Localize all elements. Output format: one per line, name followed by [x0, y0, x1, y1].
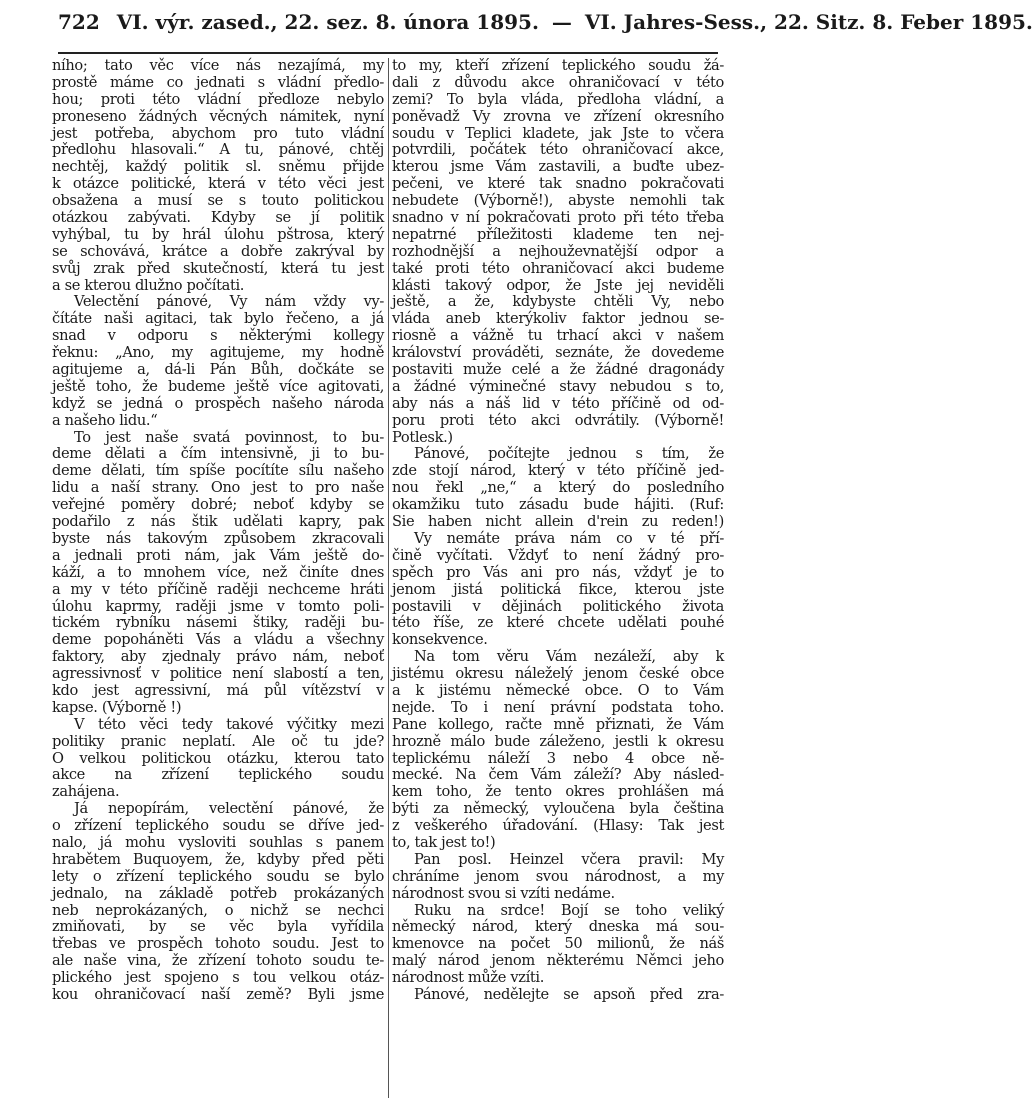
text-line: chráníme jenom svou národnost, a my [392, 867, 724, 885]
text-line: když se jedná o prospěch našeho národa [52, 394, 384, 412]
text-line: a my v této příčině raději nechceme hráti [52, 580, 384, 598]
header-right-text: VI. Jahres-Sess., 22. Sitz. 8. Feber 1895. [584, 10, 1033, 34]
text-line: prostě máme co jednati s vládní předlo- [52, 73, 384, 91]
text-line: Vy nemáte práva nám co v té pří- [414, 529, 724, 547]
text-line: jistému okresu náleželý jenom české obce [392, 665, 724, 683]
text-line: této říše, ze které chcete udělati pouhé [392, 614, 724, 632]
text-line: jest potřeba, abychom pro tuto vládní [52, 124, 384, 142]
text-line: káží, a to mnohem více, než činíte dnes [52, 563, 384, 581]
text-line: riosně a vážně tu trhací akci v našem [392, 327, 724, 345]
text-line: poněvadž Vy zrovna ve zřízení okresního [392, 107, 724, 125]
text-line: kou ohraničovací naší země? Byli jsme [52, 985, 384, 1003]
text-line: to, tak jest to!) [392, 833, 496, 851]
text-line: to my, kteří zřízení teplického soudu žá- [392, 57, 724, 74]
text-line: obsažena a musí se s touto politickou [52, 192, 384, 210]
text-line: hrabětem Buquoyem, že, kdyby před pěti [52, 850, 384, 868]
text-line: zahájena. [52, 783, 120, 801]
text-line: lety o zřízení teplického soudu se bylo [52, 867, 384, 885]
text-line: akce na zřízení teplického soudu [52, 766, 384, 784]
text-line: okamžiku tuto zásadu bude hájiti. (Ruf: [392, 496, 724, 514]
text-line: svůj zrak před skutečností, která tu jest [52, 259, 384, 277]
text-line: byste nás takovým způsobem zkracovali [52, 529, 384, 547]
text-line: kem toho, že tento okres prohlášen má [392, 783, 724, 801]
text-line: ale naše vina, že zřízení tohoto soudu te- [52, 952, 384, 970]
text-line: také proti této ohraničovací akci budeme [392, 259, 724, 277]
text-line: se schovává, krátce a dobře zakrýval by [52, 242, 384, 260]
text-line: nalo, já mohu vysloviti souhlas s panem [52, 833, 384, 851]
text-line: Já nepopírám, velectění pánové, že [74, 800, 384, 818]
text-line: Pane kollego, račte mně přiznati, že Vám [392, 715, 724, 733]
text-line: národnost svou si vzíti nedáme. [392, 884, 615, 902]
text-line: veřejné poměry dobré; neboť kdyby se [52, 496, 384, 514]
text-line: pečeni, ve které tak snadno pokračovati [392, 175, 724, 193]
header-rule [58, 52, 718, 54]
text-line: spěch pro Vás ani pro nás, vždyť je to [392, 563, 724, 581]
text-line: deme dělati, tím spíše pocítíte sílu našeho [52, 462, 384, 480]
text-line: třebas ve prospěch tohoto soudu. Jest to [52, 935, 384, 953]
text-line: To jest naše svatá povinnost, to bu- [74, 428, 384, 446]
right-column [392, 58, 724, 1004]
text-line: Sie haben nicht allein d'rein zu reden!) [392, 513, 724, 531]
text-line: V této věci tedy takové výčitky mezi [74, 715, 384, 733]
text-line: Potlesk.) [392, 428, 453, 446]
text-line: aby nás a náš lid v této příčině od od- [392, 394, 724, 412]
text-line: vláda aneb kterýkoliv faktor jednou se- [392, 310, 724, 328]
text-line: k otázce politické, která v této věci jest [52, 175, 384, 193]
text-line: proneseno žádných věcných námitek, nyní [52, 107, 384, 125]
text-line: Pánové, nedělejte se apsoň před zra- [414, 985, 724, 1003]
text-line: Velectění pánové, Vy nám vždy vy- [74, 293, 384, 311]
text-line: z veškerého úřadování. (Hlasy: Tak jest [392, 817, 724, 835]
text-line: řeknu: „Ano, my agitujeme, my hodně [52, 344, 384, 362]
text-line: faktory, aby zjednaly právo nám, neboť [52, 648, 384, 666]
text-line: politiky pranic neplatí. Ale oč tu jde? [52, 732, 384, 750]
text-line: tickém rybníku násemi štiky, raději bu- [52, 614, 384, 632]
text-line: Na tom věru Vám nezáleží, aby k [414, 648, 724, 666]
text-line: království prováděti, seznáte, že dovedeme [392, 344, 724, 362]
text-line: předlohu hlasovali.“ A tu, pánové, chtěj [52, 141, 384, 159]
text-line: agitujeme a, dá-li Pán Bůh, dočkáte se [52, 361, 384, 379]
text-line: nejde. To i není právní podstata toho. [392, 698, 724, 716]
text-line: zde stojí národ, který v této příčině jed- [392, 462, 724, 480]
text-line: a žádné výminečné stavy nebudou s to, [392, 377, 724, 395]
text-line: konsekvence. [392, 631, 488, 649]
text-line: deme dělati a čím intensivně, ji to bu- [52, 445, 384, 463]
header-separator: — [551, 10, 572, 34]
page-header [58, 10, 1033, 34]
text-line: národnost může vzíti. [392, 969, 545, 987]
text-line: dali z důvodu akce ohraničovací v této [392, 73, 724, 91]
text-line: zemi? To byla vláda, předloha vládní, a [392, 90, 724, 108]
text-line: snad v odporu s některými kollegy [52, 327, 384, 345]
text-line: kapse. (Výborně !) [52, 698, 182, 716]
text-line: o zřízení teplického soudu se dříve jed- [52, 817, 384, 835]
left-column [52, 58, 384, 1004]
text-line: nepatrné příležitosti klademe ten nej- [392, 225, 724, 243]
column-divider [388, 58, 389, 1098]
text-line: nechtěj, každý politik sl. sněmu přijde [52, 158, 384, 176]
text-line: ještě toho, že budeme ještě více agitovati, [52, 377, 384, 395]
text-line: ještě, a že, kdybyste chtěli Vy, nebo [392, 293, 724, 311]
text-line: agressivnosť v politice není slabostí a ten, [52, 665, 384, 683]
page-number: 722 [58, 10, 100, 34]
text-line: čině vyčítati. Vždyť to není žádný pro- [392, 546, 724, 564]
text-line: O velkou politickou otázku, kterou tato [52, 749, 384, 767]
text-line: čítáte naši agitaci, tak bylo řečeno, a já [52, 310, 384, 328]
text-line: nebudete (Výborně!), abyste nemohli tak [392, 192, 724, 210]
text-line: jenom jistá politická fikce, kterou jste [392, 580, 724, 598]
text-line: otázkou zabývati. Kdyby se jí politik [52, 209, 384, 227]
text-line: zmiňovati, by se věc byla vyřídila [52, 918, 384, 936]
text-line: potvrdili, počátek této ohraničovací akce, [392, 141, 724, 159]
text-line: podařilo z nás štik udělati kapry, pak [52, 513, 384, 531]
text-line: poru proti této akci odvrátily. (Výborně! [392, 411, 724, 429]
text-line: úlohu kaprmy, raději jsme v tomto poli- [52, 597, 384, 615]
text-line: Pánové, počítejte jednou s tím, že [414, 445, 724, 463]
text-line: kdo jest agressivní, má půl vítězství v [52, 681, 384, 699]
text-line: německý národ, který dneska má sou- [392, 918, 724, 936]
text-line: lidu a naší strany. Ono jest to pro naše [52, 479, 384, 497]
text-line: Ruku na srdce! Bojí se toho veliký [414, 901, 724, 919]
text-line: teplickému náleží 3 nebo 4 obce ně- [392, 749, 724, 767]
text-line: plického jest spojeno s tou velkou otáz- [52, 969, 384, 987]
text-line: jednalo, na základě potřeb prokázaných [52, 884, 384, 902]
text-line: klásti takový odpor, že Jste jej neviděli [392, 276, 724, 294]
text-line: nou řekl „ne,“ a který do posledního [392, 479, 724, 497]
text-line: soudu v Teplici kladete, jak Jste to včera [392, 124, 724, 142]
text-line: Pan posl. Heinzel včera pravil: My [414, 850, 724, 868]
text-line: neb neprokázaných, o nichž se nechci [52, 901, 384, 919]
text-line: hou; proti této vládní předloze nebylo [52, 90, 384, 108]
text-line: býti za německý, vyloučena byla čeština [392, 800, 724, 818]
text-line: deme popoháněti Vás a vládu a všechny [52, 631, 384, 649]
text-line: kmenovce na počet 50 milionů, že náš [392, 935, 724, 953]
header-left-text: VI. výr. zased., 22. sez. 8. února 1895. [116, 10, 539, 34]
text-line: a našeho lidu.“ [52, 411, 158, 429]
text-line: postaviti muže celé a že žádné dragonády [392, 361, 724, 379]
text-line: postavili v dějinách politického života [392, 597, 724, 615]
text-line: a se kterou dlužno počítati. [52, 276, 245, 294]
text-line: a k jistému německé obce. O to Vám [392, 681, 724, 699]
text-line: kterou jsme Vám zastavili, a buďte ubez- [392, 158, 724, 176]
text-line: a jednali proti nám, jak Vám ještě do- [52, 546, 384, 564]
text-line: rozhodnější a nejhouževnatější odpor a [392, 242, 724, 260]
text-line: malý národ jenom některému Němci jeho [392, 952, 724, 970]
text-line: vyhýbal, tu by hrál úlohu pštrosa, který [52, 225, 384, 243]
text-line: hrozně málo bude záleženo, jestli k okresu [392, 732, 724, 750]
text-line: ního; tato věc více nás nezajímá, my [52, 57, 384, 74]
text-line: mecké. Na čem Vám záleží? Aby násled- [392, 766, 724, 784]
text-line: snadno v ní pokračovati proto při této třeba [392, 209, 724, 227]
